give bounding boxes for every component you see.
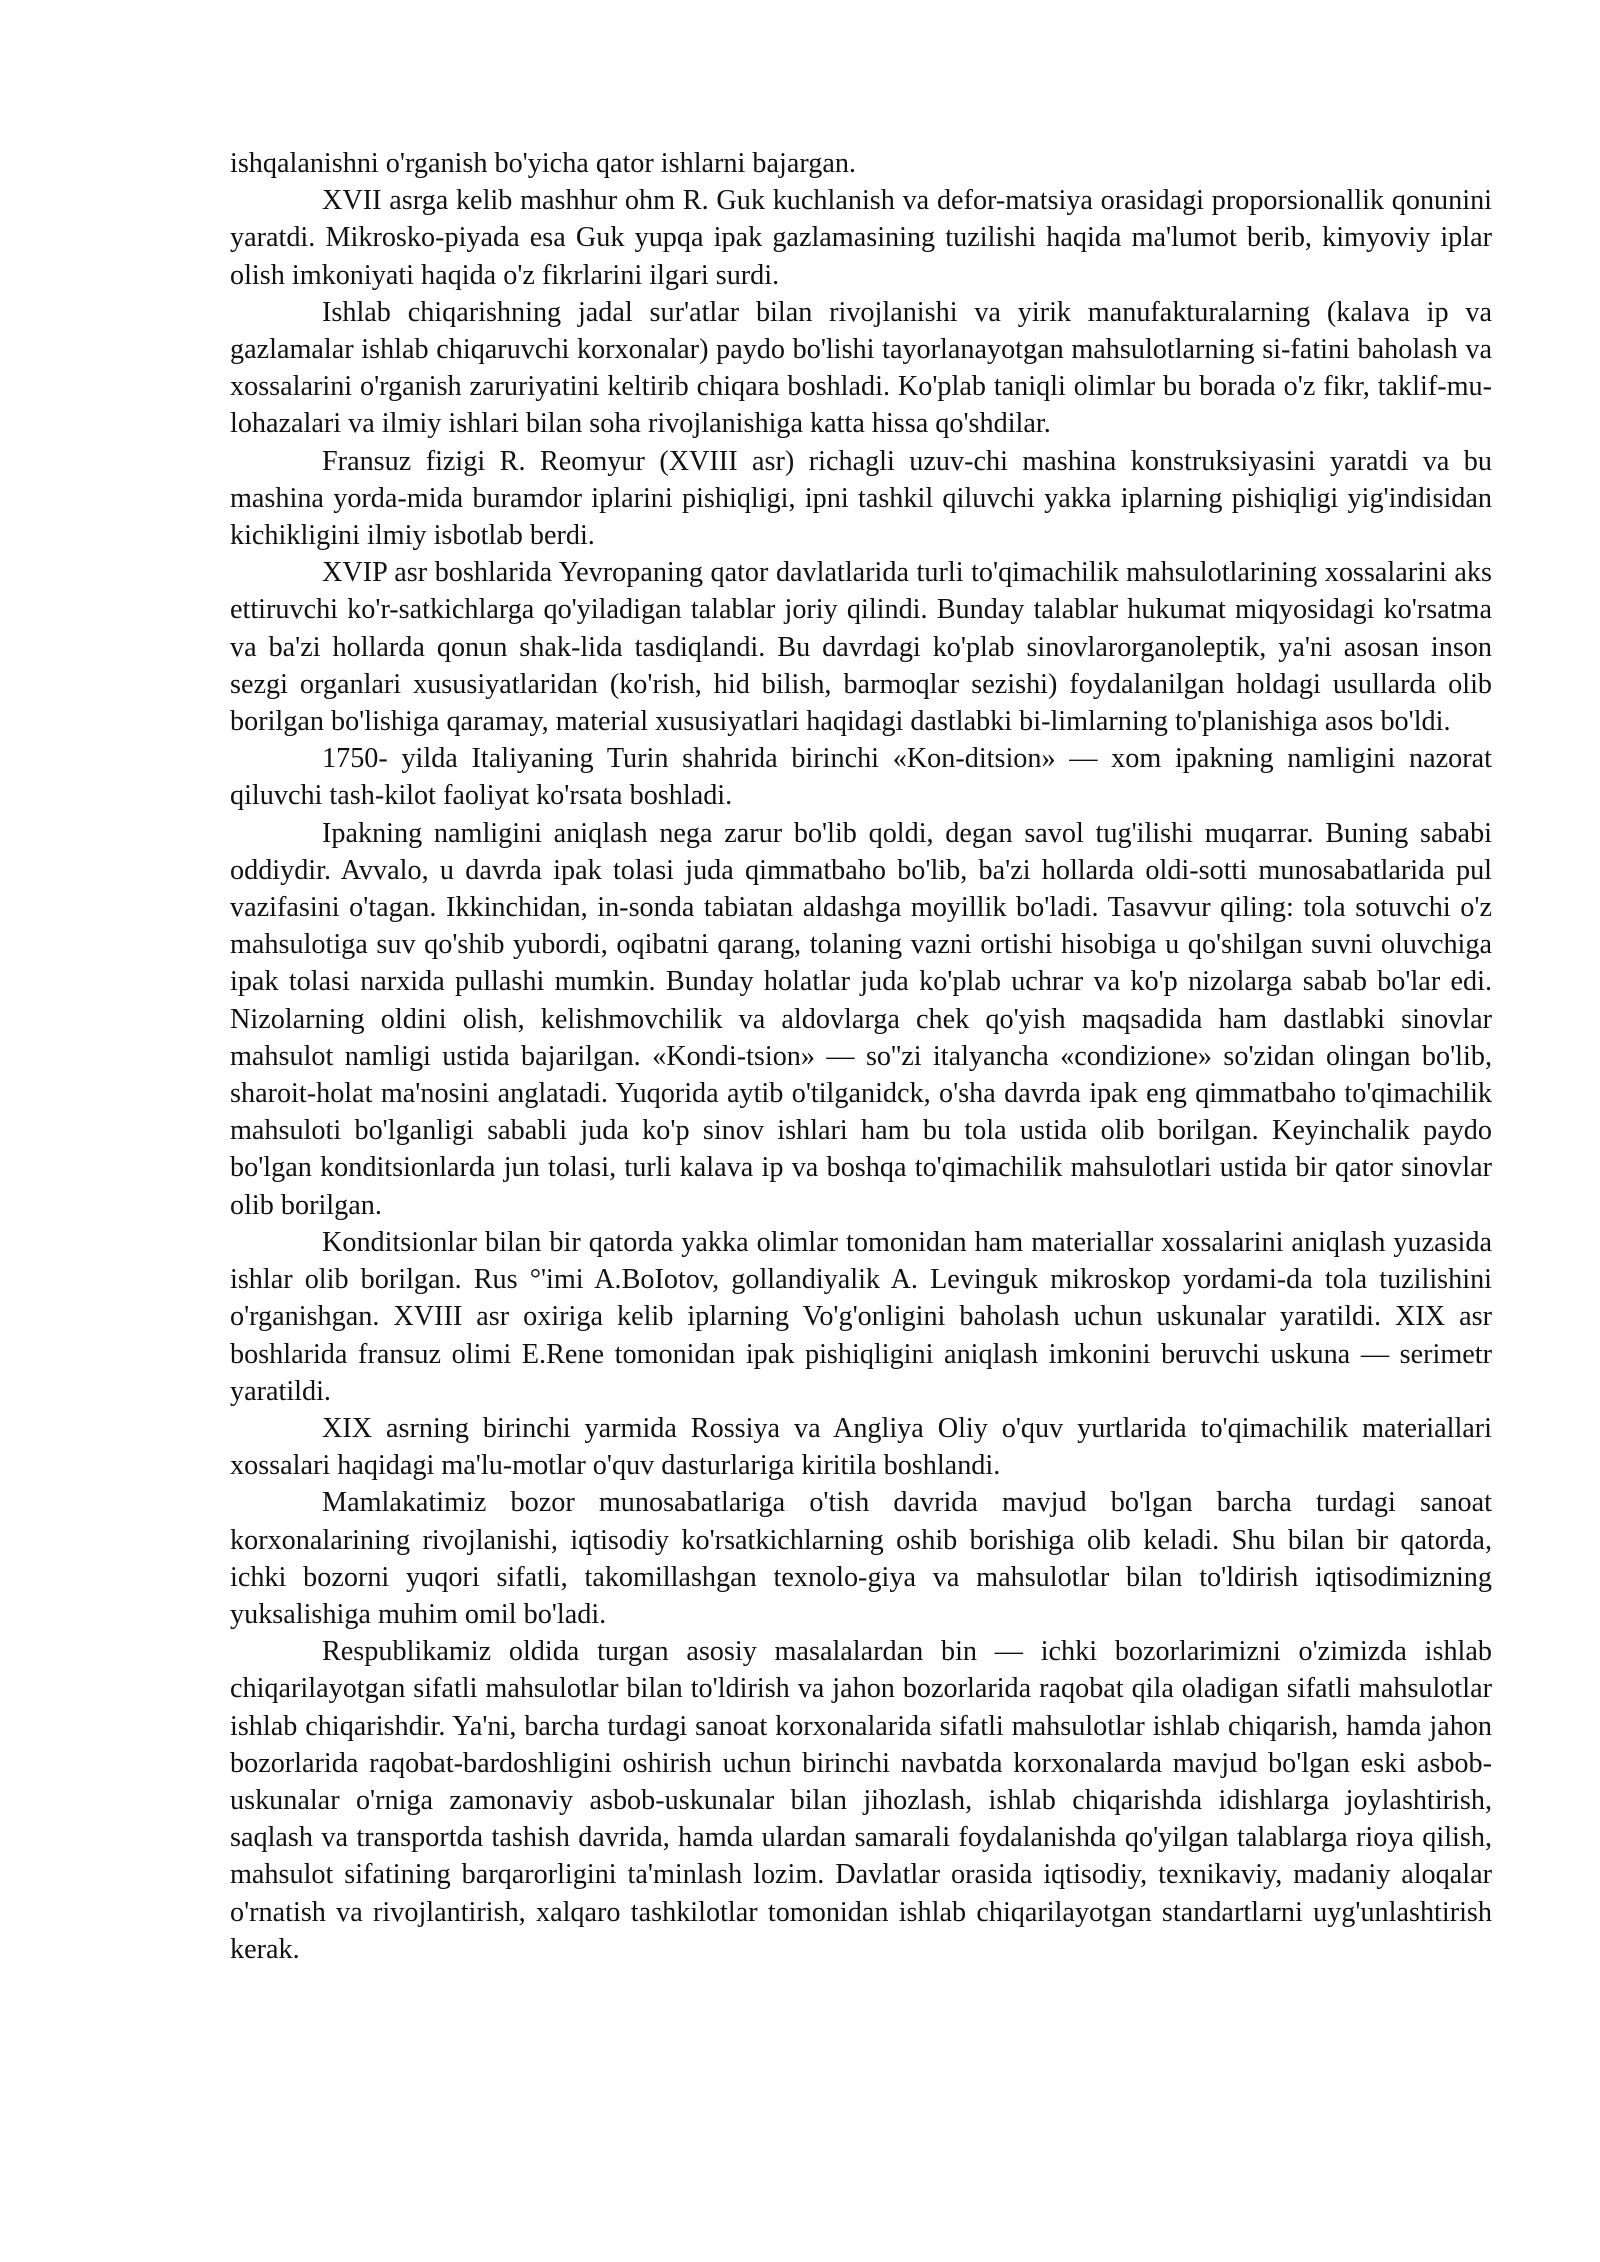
paragraph-bozor: Mamlakatimiz bozor munosabatlariga o'tish davrida mavjud bo'lgan barcha turdagi sanoat korxonalarining rivojlanishi, iqtisodiy ko'rsatkichlarning oshib borishiga olib keladi. Shu bilan bir qatorda, ichki bozorni yuqori sifatli, takomillashgan texnolo-giya va mahsulotlar bilan to'ldirish iqtisodimizning yuksalishiga muhim omil bo'ladi. [230,1487,1492,1630]
paragraph-respublika: Respublikamiz oldida turgan asosiy masalalardan bin — ichki bozorlarimizni o'zimizda ishlab chiqarilayotgan sifatli mahsulotlar bilan to'ldirish va jahon bozorlarida raqobat qila oladigan sifatli mahsulotlar ishlab chiqarishdir. Ya'ni, barcha turdagi sanoat korxonalarida sifatli mahsulotlar ishlab chiqarish, hamda jahon bozorlarida raqobat-bardoshligini oshirish uchun birinchi navbatda korxonalarda mavjud bo'lgan eski asbob-uskunalar o'rniga zamonaviy asbob-uskunalar bilan jihozlash, ishlab chiqarishda idishlarga joylashtirish, saqlash va transportda tashish davrida, hamda ulardan samarali foydalanishda qo'yilgan talablarga rioya qilish, mahsulot sifatining barqarorligini ta'minlash lozim. Davlatlar orasida iqtisodiy, texnikaviy, madaniy aloqalar o'rnatish va rivojlantirish, xalqaro tashkilotlar tomonidan ishlab chiqarilayotgan standartlarni uyg'unlashtirish kerak. [230,1636,1492,1965]
paragraph-1750-turin: 1750- yilda Italiyaning Turin shahrida birinchi «Kon-ditsion» — xom ipakning namligini nazorat qiluvchi tash-kilot faoliyat ko'rsata boshladi. [230,743,1492,812]
paragraph-continuation: ishqalanishni o'rganish bo'yicha qator ishlarni bajargan. [230,148,856,179]
paragraph-ipak-namligi: Ipakning namligini aniqlash nega zarur bo'lib qoldi, degan savol tug'ilishi muqarrar. Buning sababi oddiydir. Avvalo, u davrda ipak tolasi juda qimmatbaho bo'lib, ba'zi hollarda oldi-sotti munosabatlarida pul vazifasini o'tagan. Ikkinchidan, in-sonda tabiatan aldashga moyillik bo'ladi. Tasavvur qiling: tola sotuvchi o'z mahsulotiga suv qo'shib yubordi, oqibatni qarang, tolaning vazni ortishi hisobiga u qo'shilgan suvni oluvchiga ipak tolasi narxida pullashi mumkin. Bunday holatlar juda ko'plab uchrar va ko'p nizolarga sabab bo'lar edi. Nizolarning oldini olish, kelishmovchilik va aldovlarga chek qo'yish maqsadida ham dastlabki sinovlar mahsulot namligi ustida bajarilgan. «Kondi-tsion» — so''zi italyancha «condizione» so'zidan olingan bo'lib, sharoit-holat ma'nosini anglatadi. Yuqorida aytib o'tilganidck, o'sha davrda ipak eng qimmatbaho to'qimachilik mahsuloti bo'lganligi sababli juda ko'p sinov ishlari ham bu tola ustida olib borilgan. Keyinchalik paydo bo'lgan konditsionlarda jun tolasi, turli kalava ip va boshqa to'qimachilik mahsulotlari ustida bir qator sinovlar olib borilgan. [230,817,1492,1221]
paragraph-guk: XVII asrga kelib mashhur ohm R. Guk kuchlanish va defor-matsiya orasidagi proporsionallik qonunini yaratdi. Mikrosko-piyada esa Guk yupqa ipak gazlamasining tuzilishi haqida ma'lumot berib, kimyoviy iplar olish imkoniyati haqida o'z fikrlarini ilgari surdi. [230,185,1492,291]
paragraph-xvii-talablar: XVIP asr boshlarida Yevropaning qator davlatlarida turli to'qimachilik mahsulotlarining xossalarini aks ettiruvchi ko'r-satkichlarga qo'yiladigan talablar joriy qilindi. Bunday talablar hukumat miqyosidagi ko'rsatma va ba'zi hollarda qonun shak-lida tasdiqlandi. Bu davrdagi ko'plab sinovlarorganoleptik, ya'ni asosan inson sezgi organlari xususiyatlaridan (ko'rish, hid bilish, barmoqlar sezishi) foydalanilgan holdagi usullarda olib borilgan bo'lishiga qaramay, material xususiyatlari haqidagi dastlabki bi-limlarning to'planishiga asos bo'ldi. [230,557,1492,738]
paragraph-manufaktura: Ishlab chiqarishning jadal sur'atlar bilan rivojlanishi va yirik manufakturalarning (kalava ip va gazlamalar ishlab chiqaruvchi korxonalar) paydo bo'lishi tayorlanayotgan mahsulotlarning si-fatini baholash va xossalarini o'rganish zaruriyatini keltirib chiqara boshladi. Ko'plab taniqli olimlar bu borada o'z fikr, taklif-mu-lohazalari va ilmiy ishlari bilan soha rivojlanishiga katta hissa qo'shdilar. [230,296,1492,440]
paragraph-konditsionlar: Konditsionlar bilan bir qatorda yakka olimlar tomonidan ham materiallar xossalarini aniqlash yuzasida ishlar olib borilgan. Rus °'imi A.BoIotov, gollandiyalik A. Levinguk mikroskop yordami-da tola tuzilishini o'rganishgan. XVIII asr oxiriga kelib iplarning Vo'g'onligini baholash uchun uskunalar yaratildi. XIX asr boshlarida fransuz olimi E.Rene tomonidan ipak pishiqligini aniqlash imkonini beruvchi uskuna — serimetr yaratildi. [230,1226,1492,1407]
paragraph-xix-asr: XIX asrning birinchi yarmida Rossiya va Angliya Oliy o'quv yurtlarida to'qimachilik materiallari xossalari haqidagi ma'lu-motlar o'quv dasturlariga kiritila boshlandi. [230,1412,1492,1482]
paragraph-reomyur: Fransuz fizigi R. Reomyur (XVIII asr) richagli uzuv-chi mashina konstruksiyasini yaratdi va bu mashina yorda-mida buramdor iplarini pishiqligi, ipni tashkil qiluvchi yakka iplarning pishiqligi yig'indisidan kichikligini ilmiy isbotlab berdi. [230,445,1492,552]
document-page [230,145,1492,1968]
